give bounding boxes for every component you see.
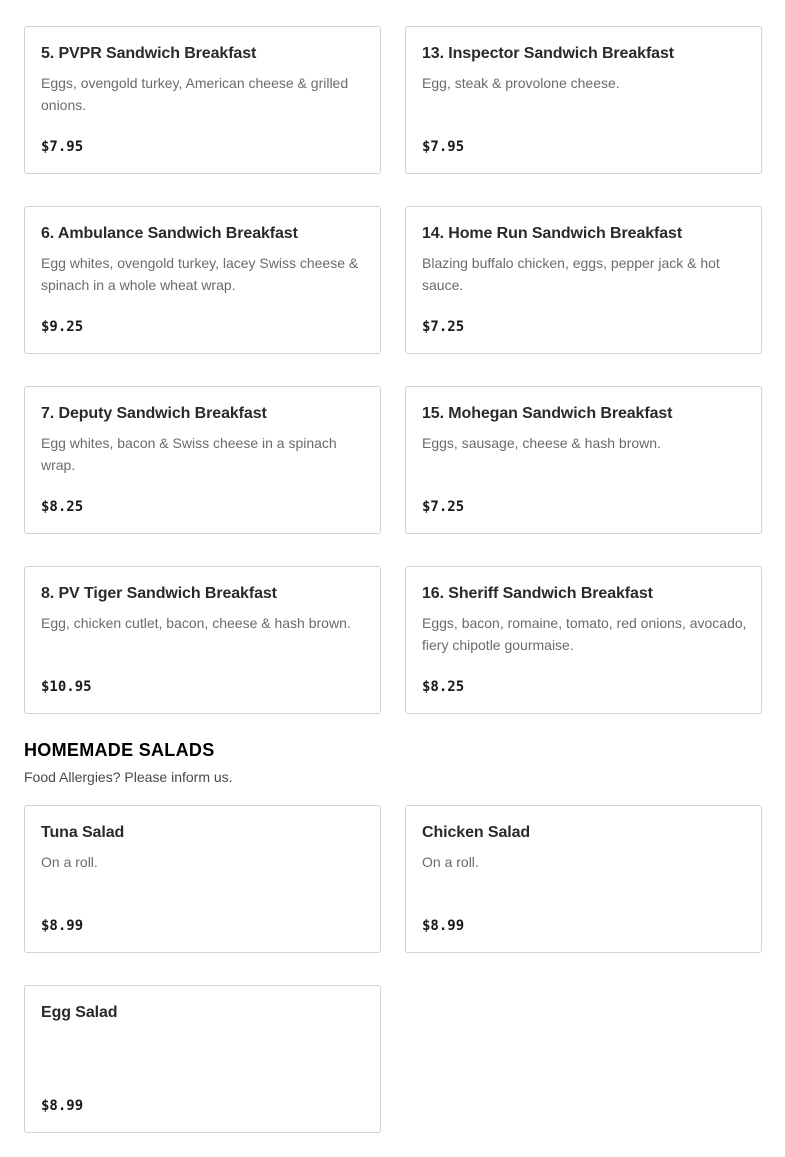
menu-item-card[interactable] (24, 206, 381, 354)
menu-item-card[interactable] (24, 26, 381, 174)
menu-item-card[interactable] (405, 805, 762, 953)
item-description: On a roll. (41, 854, 98, 870)
item-price: $7.95 (422, 139, 465, 155)
item-name: Egg Salad (41, 1004, 118, 1021)
item-price: $7.25 (422, 499, 465, 515)
menu-item-card[interactable] (24, 566, 381, 714)
item-price: $10.95 (41, 679, 92, 695)
item-description: Blazing buffalo chicken, eggs, pepper jack & hot sauce. (422, 255, 720, 293)
item-price: $7.95 (41, 139, 84, 155)
item-name: 5. PVPR Sandwich Breakfast (41, 45, 257, 62)
item-description: Egg whites, ovengold turkey, lacey Swiss cheese & spinach in a whole wheat wrap. (41, 255, 359, 293)
item-price: $8.25 (422, 679, 465, 695)
item-name: 16. Sheriff Sandwich Breakfast (422, 585, 653, 602)
menu-item-card[interactable] (405, 566, 762, 714)
menu-item-card[interactable] (24, 985, 381, 1133)
menu-item-card[interactable] (405, 206, 762, 354)
menu-item-card[interactable] (24, 386, 381, 534)
item-price: $7.25 (422, 319, 465, 335)
item-price: $9.25 (41, 319, 84, 335)
item-description: Egg whites, bacon & Swiss cheese in a spinach wrap. (41, 435, 337, 473)
item-price: $8.99 (41, 1098, 84, 1114)
item-description: Eggs, ovengold turkey, American cheese & grilled onions. (41, 75, 349, 113)
item-description: Eggs, bacon, romaine, tomato, red onions, avocado, fiery chipotle gourmaise. (422, 615, 747, 653)
item-name: 14. Home Run Sandwich Breakfast (422, 225, 683, 242)
menu-item-card[interactable] (405, 26, 762, 174)
item-price: $8.99 (422, 918, 465, 934)
item-price: $8.25 (41, 499, 84, 515)
item-description: Egg, chicken cutlet, bacon, cheese & hash brown. (41, 615, 351, 631)
item-name: Tuna Salad (41, 824, 125, 841)
item-description: Egg, steak & provolone cheese. (422, 75, 620, 91)
item-name: 6. Ambulance Sandwich Breakfast (41, 225, 298, 242)
section-title: HOMEMADE SALADS (24, 740, 215, 760)
item-name: Chicken Salad (422, 824, 531, 841)
item-name: 8. PV Tiger Sandwich Breakfast (41, 585, 277, 602)
menu-item-card[interactable] (405, 386, 762, 534)
item-name: 15. Mohegan Sandwich Breakfast (422, 405, 673, 422)
menu-item-card[interactable] (24, 805, 381, 953)
item-name: 7. Deputy Sandwich Breakfast (41, 405, 267, 422)
item-name: 13. Inspector Sandwich Breakfast (422, 45, 675, 62)
item-price: $8.99 (41, 918, 84, 934)
item-description: Eggs, sausage, cheese & hash brown. (422, 435, 661, 451)
item-description: On a roll. (422, 854, 479, 870)
section-note: Food Allergies? Please inform us. (24, 769, 233, 785)
